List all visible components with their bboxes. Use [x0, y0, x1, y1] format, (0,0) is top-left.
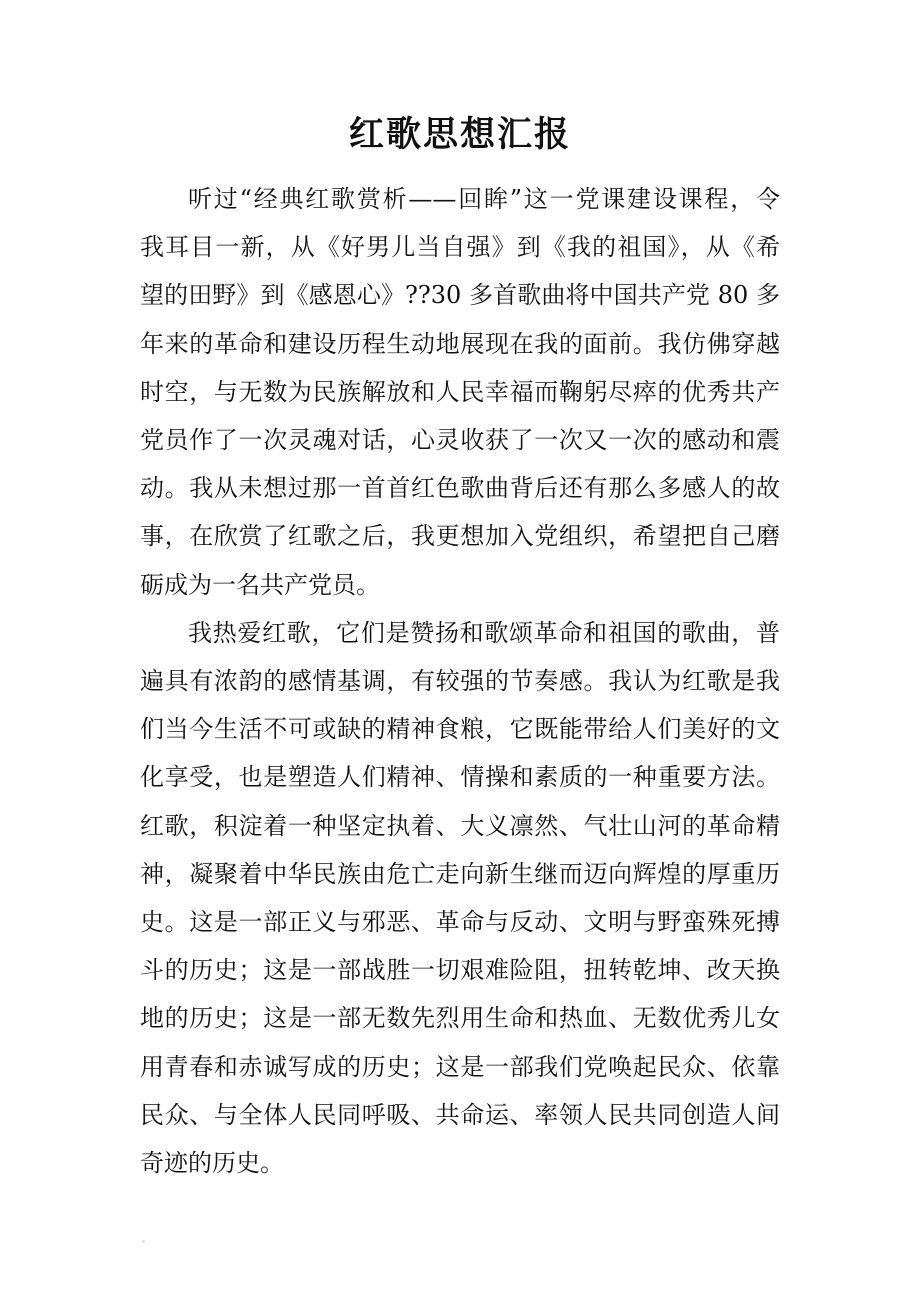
document-body	[140, 175, 780, 1187]
paragraph-line: 地的历史；这是一部无数先烈用生命和热血、无数优秀儿女	[140, 1004, 780, 1033]
paragraph-2	[140, 609, 780, 1187]
paragraph-line: 我热爱红歌，它们是赞扬和歌颂革命和祖国的歌曲，普	[188, 618, 780, 647]
paragraph-line: 望的田野》到《感恩心》??30 多首歌曲将中国共产党 80 多	[140, 281, 780, 310]
paragraph-line: 奇迹的历史。	[140, 1149, 284, 1178]
paragraph-line: 党员作了一次灵魂对话，心灵收获了一次又一次的感动和震	[140, 426, 780, 455]
paragraph-line: 们当今生活不可或缺的精神食粮，它既能带给人们美好的文	[140, 715, 780, 744]
paragraph-line: 遍具有浓韵的感情基调，有较强的节奏感。我认为红歌是我	[140, 667, 780, 696]
paragraph-line: 年来的革命和建设历程生动地展现在我的面前。我仿佛穿越	[140, 329, 780, 358]
paragraph-line: 化享受，也是塑造人们精神、情操和素质的一种重要方法。	[140, 763, 780, 792]
paragraph-line: 动。我从未想过那一首首红色歌曲背后还有那么多感人的故	[140, 474, 780, 503]
paragraph-line: 神，凝聚着中华民族由危亡走向新生继而迈向辉煌的厚重历	[140, 859, 780, 888]
paragraph-line: 民众、与全体人民同呼吸、共命运、率领人民共同创造人间	[140, 1100, 780, 1129]
paragraph-line: 我耳目一新，从《好男儿当自强》到《我的祖国》，从《希	[140, 233, 780, 262]
paragraph-line: 事，在欣赏了红歌之后，我更想加入党组织，希望把自己磨	[140, 522, 780, 551]
paragraph-line: 史。这是一部正义与邪恶、革命与反动、文明与野蛮殊死搏	[140, 908, 780, 937]
scan-dot-mark	[142, 1240, 145, 1243]
paragraph-line: 用青春和赤诚写成的历史；这是一部我们党唤起民众、依靠	[140, 1052, 780, 1081]
paragraph-line: 听过“经典红歌赏析——回眸”这一党课建设课程，令	[188, 185, 780, 213]
paragraph-line: 砺成为一名共产党员。	[140, 570, 380, 599]
paragraph-line: 时空，与无数为民族解放和人民幸福而鞠躬尽瘁的优秀共产	[140, 377, 780, 406]
paragraph-line: 红歌，积淀着一种坚定执着、大义凛然、气壮山河的革命精	[140, 811, 780, 840]
paragraph-line: 斗的历史；这是一部战胜一切艰难险阻，扭转乾坤、改天换	[140, 956, 780, 985]
paragraph-1	[140, 175, 780, 609]
document-title: 红歌思想汇报	[348, 114, 571, 155]
